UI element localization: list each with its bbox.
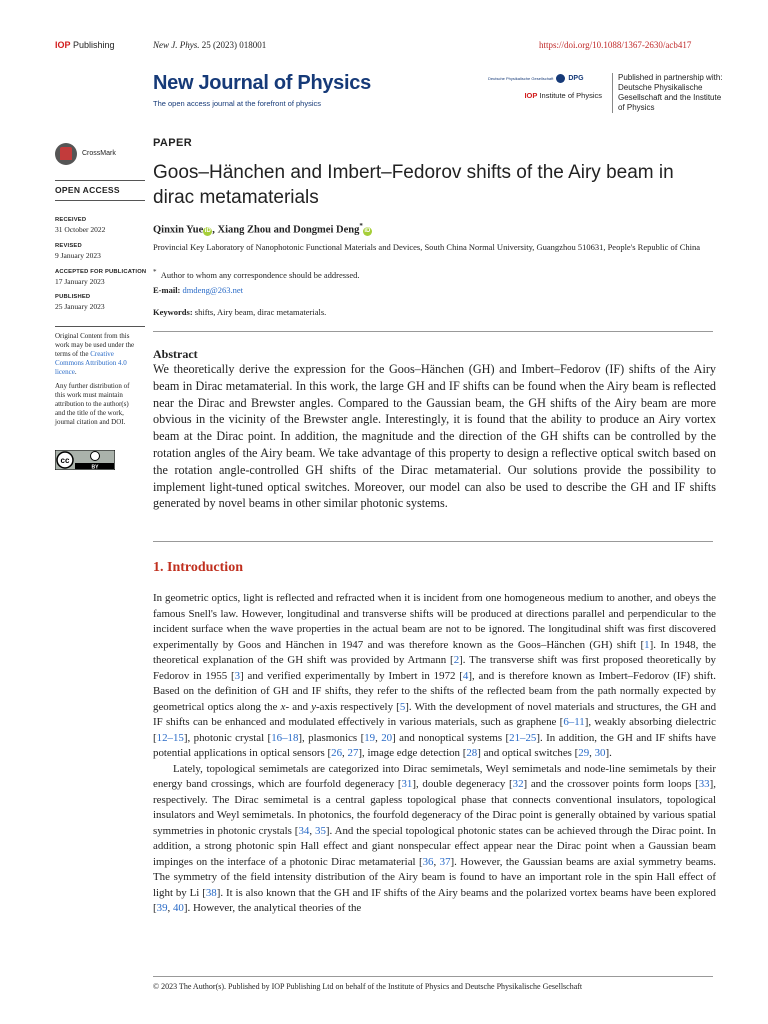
history-revised: REVISED 9 January 2023 [55,243,101,260]
paragraph [153,591,716,762]
doi-link[interactable]: https://doi.org/10.1088/1367-2630/acb417 [539,40,692,50]
cc-license-link[interactable]: Creative Commons Attribution 4.0 licence [55,350,127,376]
corresponding-note: * Author to whom any correspondence should be addressed. [153,268,360,280]
divider [153,541,713,542]
citation-link[interactable]: 29 [578,747,590,759]
paragraph [153,762,716,917]
orcid-icon[interactable]: iD [204,227,211,234]
math-variable: x [280,700,286,713]
citation-link[interactable]: 35 [315,824,326,837]
journal-title[interactable]: New Journal of Physics [153,72,371,94]
text-run: ]. In 1948, the theoretical explanation of the GH shift was provided by Artmann [ [153,638,716,666]
publisher-logo: IOP Publishing [55,40,115,50]
text-run: -axis respectively [ [316,700,400,713]
svg-text:BY: BY [91,464,99,470]
math-variable: y [311,700,317,713]
citation-link[interactable]: 37 [439,855,451,868]
dpg-circle-icon [556,74,565,83]
citation-link[interactable]: 20 [381,731,393,744]
introduction-body [153,591,716,917]
by-person-icon [91,452,100,461]
journal-tagline: The open access journal at the forefront of physics [153,99,322,108]
citation-link[interactable]: 32 [512,778,524,790]
text-run: ]. And the special topological photonic states can be achieved through the Dirac point. In addition, a strong photonic spin Hall effect and giant nonspecular effect appear near the Dirac point when a Gaussian beam impinges on the interface of a photonic Dirac metamaterial [ [153,824,717,868]
citation-link[interactable]: 33 [698,778,710,790]
cc-by-badge[interactable] [55,450,115,470]
article-type: PAPER [153,137,193,149]
email-link[interactable]: dmdeng@263.net [182,285,243,295]
svg-text:cc: cc [60,456,70,465]
text-run: ] and verified experimentally by Imbert in 1972 [ [240,669,463,682]
text-run: ], photonic crystal [ [183,731,272,744]
text-run: , [167,902,173,914]
citation-link[interactable]: 6–11 [563,716,585,728]
citation-link[interactable]: 2 [453,654,460,666]
text-run: ]. With the development of novel materials and structures, the GH and IF shifts can be enhanced and modulated effectively in various materials, such as graphene [ [153,700,717,728]
keywords-line: Keywords: shifts, Airy beam, dirac metamaterials. [153,307,327,317]
citation-link[interactable]: 1 [644,638,650,651]
abstract-text: We theoretically derive the expression for the Goos–Hänchen (GH) and Imbert–Fedorov (IF) shifts of the Airy beam in Dirac metamaterial. In this work, the large GH and IF shifts can be found when the Airy beam is reflected near the Dirac and Brewster angles. Compared to the Gaussian beam, the GH shifts of the Airy beam are more obvious in the vicinity of the Brewster angle. Interestingly, it is found that the ability to produce an Airy vortex beam at the Dirac point. In addition, the magnitude and the direction of the GH shifts can be controlled by the rotation angles of the Airy beam. We take advantage of this property to design a reflective optical switch based on the rotation angle-controlled GH shifts of the Dirac metamaterial. Our solutions provide the possibility to implement light-tuned optical switches. Moreover, our model can also be used to describe the GH and IF shifts generated by novel beams in other similar photonic systems. [153,362,716,511]
citation-link[interactable]: 19 [364,731,376,744]
text-run: ], weakly absorbing dielectric [ [153,716,716,744]
orcid-icon[interactable]: iD [364,227,371,234]
text-run: ], image edge detection [ [358,747,467,759]
citation-link[interactable]: 3 [234,669,241,682]
section-heading-introduction: 1. Introduction [153,560,243,575]
text-run: , [589,747,595,759]
divider [153,976,713,977]
text-run: , [433,855,440,868]
affiliation: Provincial Key Laboratory of Nanophotonic Functional Materials and Devices, South China Normal University, Guangzhou 510631, People's Republic of China [153,242,700,252]
iop-institute-logo: IOP [524,91,538,100]
citation-link[interactable]: 4 [462,669,469,682]
history-received: RECEIVED 31 October 2022 [55,217,106,234]
citation-link[interactable]: 28 [466,747,478,759]
text-run: ], respectively. The Dirac semimetal is a central gapless topological phase that connects conventional insulators, topological insulators and Weyl semimetals. In photonics, the fourfold degeneracy of the Dirac point is generally obtained by various spatial symmetries in photonic crystals [ [153,778,716,837]
authors: Qinxin Yue iD , Xiang Zhou and Dongmei Deng*iD [153,222,371,236]
citation-link[interactable]: 34 [298,824,310,837]
open-access-label: OPEN ACCESS [55,185,120,195]
text-run: ], and is therefore known as Imbert–Fedorov (IF) shift. Based on the definition of GH and IF shifts, they refer to the shifts of the reflected beam from the path normally expected by geometrical optics along the [153,669,716,713]
crossmark-badge[interactable]: CrossMark [55,143,145,169]
citation-link[interactable]: 26 [331,747,343,759]
text-run: ]. [605,747,612,759]
text-run: ], double degeneracy [ [412,778,513,790]
divider [55,180,145,181]
text-run: , [342,747,348,759]
history-published: PUBLISHED 25 January 2023 [55,294,105,311]
citation-link[interactable]: 36 [422,855,434,868]
dpg-small-text: Deutsche Physikalische Gesellschaft [488,76,554,81]
divider [55,200,145,201]
text-run: , [375,731,382,744]
citation-link[interactable]: 39 [156,902,168,914]
crossmark-icon [55,143,77,165]
text-run: ]. However, the Gaussian beams are axial symmetry beams. The symmetry of the field intensity distribution of the Airy beam is found to have an important role in the spin Hall effect of light by Li [ [153,855,716,899]
text-run: Lately, topological semimetals are categorized into Dirac semimetals, Weyl semimetals and node-line semimetals by their energy band crossings, which are fourfold degeneracy [ [153,762,716,790]
text-run: , [309,824,315,837]
text-run: ]. In addition, the GH and IF shifts have potential applications in optical sensors [ [153,731,716,759]
partner-logos: Deutsche Physikalische Gesellschaft DPG IOP Institute of Physics [488,75,602,100]
text-run: ] and the crossover points form loops [ [523,778,699,790]
text-run: ]. The transverse shift was first proposed theoretically by Fedorov in 1955 [ [153,654,716,682]
abstract-heading: Abstract [153,347,198,361]
text-run: ], plasmonics [ [298,731,365,744]
citation-link[interactable]: 27 [347,747,359,759]
text-run: ] and nonoptical systems [ [392,731,510,744]
text-run: ]. However, the analytical theories of the [183,902,362,914]
citation-link[interactable]: 31 [401,778,413,790]
citation-link[interactable]: 12–15 [156,731,184,744]
citation-link[interactable]: 5 [399,700,406,713]
partnership-note: Published in partnership with: Deutsche Physikalische Gesellschaft and the Institute of Physics [612,73,728,113]
text-run: In geometric optics, light is reflected and refracted when it is incident from one homogeneous medium to another, and obeys the famous Snell's law. However, longitudinal and transverse shifts will be produced at directions parallel and perpendicular to the incident surface when the wave properties in the actual beam are not to be ignored. The longitudinal shift was first discovered experimentally by Goos and Hänchen in 1947 and was therefore known as the Goos–Hänchen (GH) shift [ [153,592,716,651]
citation: New J. Phys. 25 (2023) 018001 [153,40,267,50]
text-run: - and [285,700,312,713]
license-text: Original Content from this work may be used under the terms of the Creative Commons Attribution 4.0 licence. Any further distribution of this work must maintain attribution to the author(s) and the title of the work, journal citation and DOI. [55,332,135,426]
citation-link[interactable]: 30 [594,747,606,759]
divider [55,326,145,327]
text-run: ]. It is also known that the GH and IF shifts of the Airy beams and the polarized vortex beams have been explored [ [153,886,716,914]
citation-link[interactable]: 40 [172,902,184,914]
email-line: E-mail: dmdeng@263.net [153,285,243,295]
dpg-label: DPG [568,75,584,82]
citation-link[interactable]: 16–18 [271,731,299,744]
copyright-footer: © 2023 The Author(s). Published by IOP Publishing Ltd on behalf of the Institute of Physics and Deutsche Physikalische Gesellschaft [153,982,583,991]
divider [153,331,713,332]
article-title: Goos–Hänchen and Imbert–Fedorov shifts of the Airy beam in dirac metamaterials [153,162,674,208]
citation-link[interactable]: 21–25 [509,731,537,744]
citation-link[interactable]: 38 [205,886,217,899]
history-accepted: ACCEPTED FOR PUBLICATION 17 January 2023 [55,269,147,286]
text-run: ] and optical switches [ [477,747,579,759]
